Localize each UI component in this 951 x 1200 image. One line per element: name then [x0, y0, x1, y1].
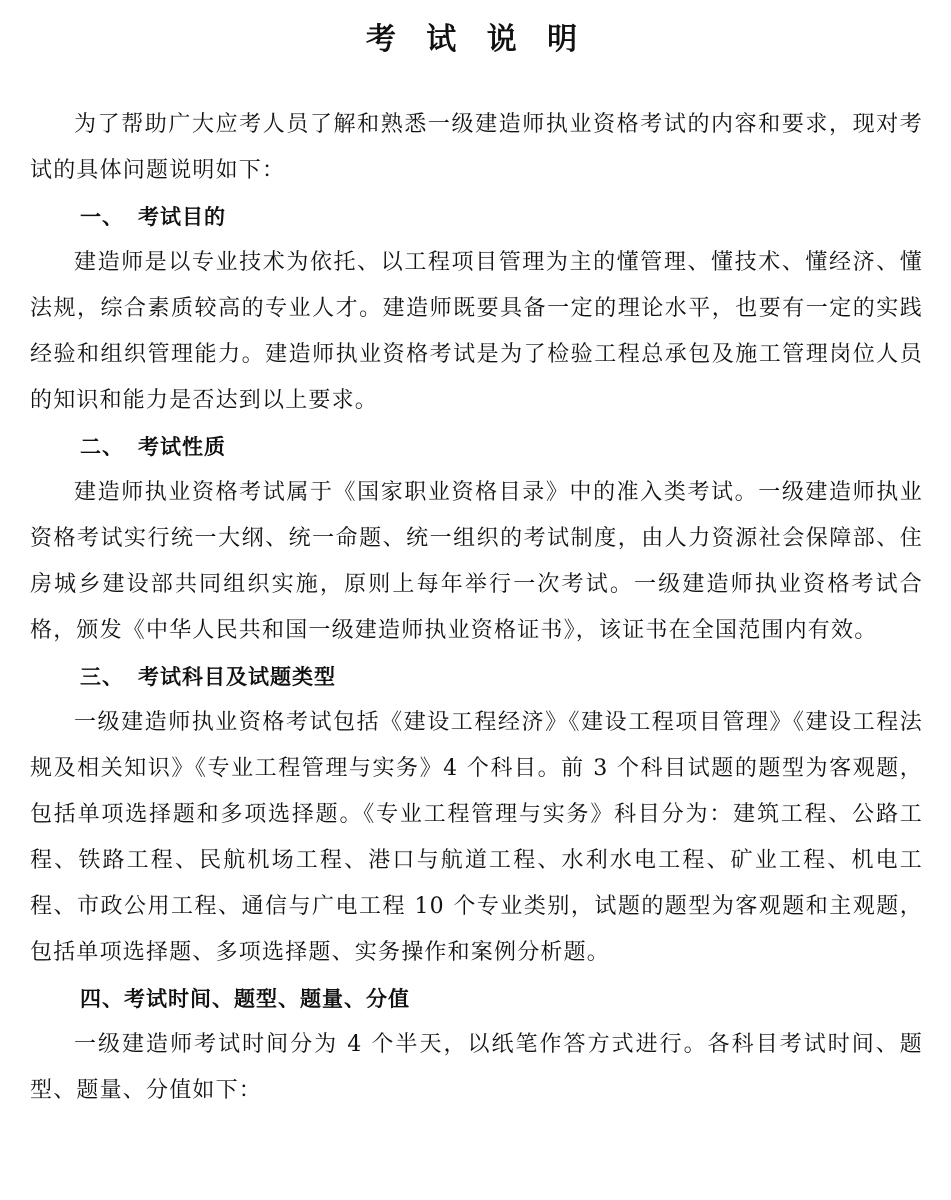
- section-4-body: 一级建造师考试时间分为 4 个半天，以纸笔作答方式进行。各科目考试时间、题型、题量、分值如下：: [30, 1032, 923, 1103]
- section-1-number: 一、: [80, 204, 124, 229]
- document-title: 考 试 说 明: [365, 22, 588, 57]
- section-2-heading: [30, 424, 923, 470]
- section-2-number: 二、: [80, 434, 124, 459]
- section-2-body: 建造师执业资格考试属于《国家职业资格目录》中的准入类考试。一级建造师执业资格考试实行统一大纲、统一命题、统一组织的考试制度，由人力资源社会保障部、住房城乡建设部共同组织实施，原则上每年举行一次考试。一级建造师执业资格考试合格，颁发《中华人民共和国一级建造师执业资格证书》，该证书在全国范围内有效。: [30, 480, 923, 643]
- section-4-title: 考试时间、题型、题量、分值: [124, 986, 410, 1011]
- section-1-body: 建造师是以专业技术为依托、以工程项目管理为主的懂管理、懂技术、懂经济、懂法规，综合素质较高的专业人才。建造师既要具备一定的理论水平，也要有一定的实践经验和组织管理能力。建造师执业资格考试是为了检验工程总承包及施工管理岗位人员的知识和能力是否达到以上要求。: [30, 250, 923, 413]
- section-2-title: 考试性质: [138, 434, 226, 459]
- section-4-heading: [30, 976, 923, 1022]
- section-3-body: 一级建造师执业资格考试包括《建设工程经济》《建设工程项目管理》《建设工程法规及相关知识》《专业工程管理与实务》4 个科目。前 3 个科目试题的题型为客观题，包括单项选择题和多项选择题。《专业工程管理与实务》科目分为：建筑工程、公路工程、铁路工程、民航机场工程、港口与航道工程、水利水电工程、矿业工程、机电工程、市政公用工程、通信与广电工程 10 个专业类别，试题的题型为客观题和主观题，包括单项选择题、多项选择题、实务操作和案例分析题。: [30, 710, 923, 965]
- section-1-heading: [30, 194, 923, 240]
- section-1-title: 考试目的: [138, 204, 226, 229]
- section-3-number: 三、: [80, 664, 124, 689]
- section-3-title: 考试科目及试题类型: [138, 664, 336, 689]
- section-4-number: 四、: [80, 986, 124, 1011]
- section-3-heading: [30, 654, 923, 700]
- intro-paragraph: 为了帮助广大应考人员了解和熟悉一级建造师执业资格考试的内容和要求，现对考试的具体问题说明如下：: [30, 112, 923, 183]
